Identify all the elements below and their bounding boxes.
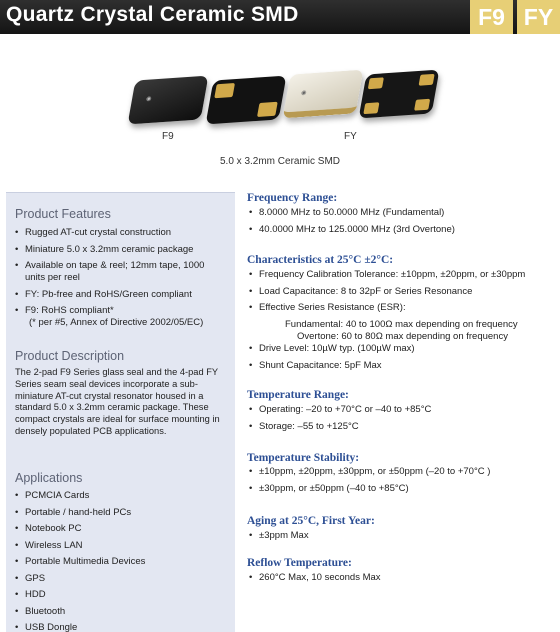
f9-crystal-top-image (128, 76, 209, 125)
bullet-icon: • (249, 269, 253, 280)
features-heading: Product Features (15, 207, 111, 221)
pad-icon (363, 102, 379, 114)
list-item-note: (* per #5, Annex of Directive 2002/05/EC) (29, 317, 204, 328)
applications-list (15, 490, 145, 632)
list-item: • USB Dongle (15, 622, 78, 632)
list-item: • 40.0000 MHz to 125.0000 MHz (3rd Overtone) (249, 223, 455, 235)
header-bar (0, 0, 560, 34)
list-item: • Frequency Calibration Tolerance: ±10ppm, ±20ppm, or ±30ppm (249, 269, 526, 280)
list-item: • Notebook PC (15, 523, 82, 534)
fy-crystal-top-image (283, 70, 364, 119)
characteristics-list-2 (249, 343, 415, 376)
bullet-icon: • (15, 556, 19, 567)
list-item: • 8.0000 MHz to 50.0000 MHz (Fundamental) (249, 207, 445, 218)
bullet-icon: • (15, 589, 19, 600)
bullet-icon: • (15, 490, 19, 501)
bullet-icon: • (249, 223, 253, 235)
esr-overtone: Overtone: 60 to 80Ω max depending on frequency (297, 331, 508, 342)
list-item: • Storage: –55 to +125°C (249, 420, 359, 432)
bullet-icon: • (15, 506, 19, 518)
bullet-icon: • (15, 605, 19, 617)
list-item: • Effective Series Resistance (ESR): (249, 302, 406, 313)
reflow-list (249, 572, 381, 589)
temperature-stability-heading: Temperature Stability: (247, 452, 360, 464)
list-item: • GPS (15, 572, 46, 584)
characteristics-heading: Characteristics at 25°C ±2°C: (247, 254, 394, 266)
f9-crystal-bottom-image (206, 76, 287, 125)
bullet-icon: • (15, 622, 19, 632)
label-fy: FY (344, 131, 357, 142)
pad-icon (368, 77, 384, 89)
list-item: • HDD (15, 589, 46, 600)
pad-icon (419, 74, 435, 86)
brand-logo-icon: ◉ (145, 96, 152, 103)
bullet-icon: • (249, 530, 253, 541)
bullet-icon: • (15, 523, 19, 534)
bullet-icon: • (249, 482, 253, 494)
page-title: Quartz Crystal Ceramic SMD (6, 3, 299, 26)
temperature-range-heading: Temperature Range: (247, 389, 349, 401)
bullet-icon: • (15, 572, 19, 584)
bullet-icon: • (249, 302, 253, 313)
bullet-icon: • (15, 539, 19, 551)
bullet-icon: • (249, 572, 253, 583)
list-item: • Operating: –20 to +70°C or –40 to +85°C (249, 404, 432, 415)
list-item: • Portable Multimedia Devices (15, 556, 146, 567)
list-item: • Miniature 5.0 x 3.2mm ceramic package (15, 243, 194, 255)
bullet-icon: • (249, 420, 253, 432)
list-item: • ±3ppm Max (249, 530, 309, 541)
brand-logo-icon: ◉ (300, 90, 307, 97)
aging-heading: Aging at 25°C, First Year: (247, 515, 375, 527)
esr-fundamental: Fundamental: 40 to 100Ω max depending on frequency (285, 319, 518, 330)
bullet-icon: • (249, 466, 253, 477)
label-f9: F9 (162, 131, 174, 142)
bullet-icon: • (15, 305, 19, 316)
badge-f9: F9 (470, 0, 513, 34)
bullet-icon: • (249, 207, 253, 218)
list-item: • Portable / hand-held PCs (15, 506, 132, 518)
description-heading: Product Description (15, 349, 125, 363)
frequency-range-heading: Frequency Range: (247, 192, 338, 204)
bullet-icon: • (15, 260, 19, 271)
list-item: • Drive Level: 10µW typ. (100µW max) (249, 343, 415, 354)
aging-list (249, 530, 309, 547)
features-list (15, 227, 227, 334)
bullet-icon: • (15, 288, 19, 300)
pad-icon (214, 83, 235, 98)
applications-heading: Applications (15, 471, 83, 485)
bullet-icon: • (249, 404, 253, 415)
list-item: • FY: Pb-free and RoHS/Green compliant (15, 288, 192, 300)
list-item: • PCMCIA Cards (15, 490, 90, 501)
frequency-range-list (249, 207, 455, 240)
list-item: • Shunt Capacitance: 5pF Max (249, 359, 382, 371)
pad-icon (257, 102, 278, 117)
bullet-icon: • (249, 359, 253, 371)
list-item: • ±10ppm, ±20ppm, ±30ppm, or ±50ppm (–20 to +70°C ) (249, 466, 491, 477)
list-item: • 260°C Max, 10 seconds Max (249, 572, 381, 583)
fy-crystal-bottom-image (359, 70, 440, 119)
sidebar (6, 192, 235, 632)
badge-fy: FY (517, 0, 560, 34)
bullet-icon: • (249, 343, 253, 354)
list-item: • Wireless LAN (15, 539, 83, 551)
image-caption: 5.0 x 3.2mm Ceramic SMD (219, 156, 341, 167)
bullet-icon: • (15, 243, 19, 255)
list-item: • Load Capacitance: 8 to 32pF or Series Resonance (249, 285, 473, 297)
pad-icon (414, 99, 430, 111)
list-item: • F9: RoHS compliant* (15, 305, 114, 316)
description-text: The 2-pad F9 Series glass seal and the 4-pad FY Series seam seal devices incorporate a sub-miniature AT-cut crystal resonator housed in a standard 5.0 x 3.2mm ceramic package. These compact crystals are ideal for surface mounting in densely populated PCB applications. (15, 367, 220, 436)
characteristics-list (249, 269, 525, 319)
bullet-icon: • (249, 285, 253, 297)
bullet-icon: • (15, 227, 19, 238)
list-item: • ±30ppm, or ±50ppm (–40 to +85°C) (249, 482, 409, 494)
reflow-heading: Reflow Temperature: (247, 557, 352, 569)
temperature-range-list (249, 404, 431, 437)
list-item: • Available on tape & reel; 12mm tape, 1000 units per reel (15, 260, 205, 283)
list-item: • Bluetooth (15, 605, 66, 617)
temperature-stability-list (249, 466, 490, 499)
list-item: • Rugged AT-cut crystal construction (15, 227, 172, 238)
